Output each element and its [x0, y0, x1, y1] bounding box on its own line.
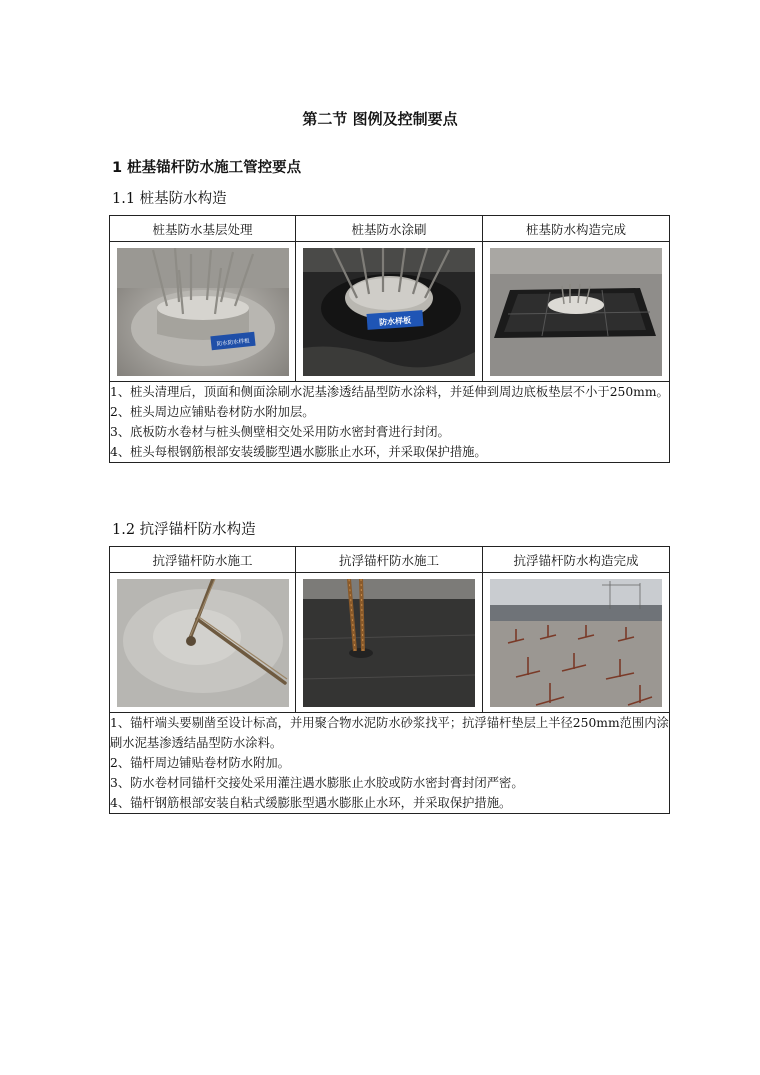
- sign-text: 防水样板: [378, 314, 412, 327]
- notes-cell: [110, 713, 670, 814]
- pile-waterproof-table: [109, 215, 670, 463]
- subsection-heading-1-1: 1.1 桩基防水构造: [112, 191, 227, 207]
- pile-base-treatment-photo: [117, 248, 289, 376]
- caption-cell: 抗浮锚杆防水构造完成: [483, 547, 670, 573]
- anchor-construction-photo-2: [303, 579, 475, 707]
- pile-complete-photo: [490, 248, 662, 376]
- caption-cell: 桩基防水涂刷: [296, 216, 483, 242]
- note-line: 2、桩头周边应铺贴卷材防水附加层。: [110, 405, 315, 419]
- subsection-heading-1-2: 1.2 抗浮锚杆防水构造: [112, 522, 256, 538]
- notes-cell: [110, 382, 670, 463]
- photo-cell: [110, 573, 296, 713]
- anchor-construction-photo-1: [117, 579, 289, 707]
- page-title: 第二节 图例及控制要点: [302, 110, 458, 128]
- sign-text: 防水防水样板: [215, 337, 250, 348]
- note-line: 1、桩头清理后，顶面和侧面涂刷水泥基渗透结晶型防水涂料，并延伸到周边底板垫层不小于250mm。: [110, 385, 669, 399]
- note-line: 3、防水卷材同锚杆交接处采用灌注遇水膨胀止水胶或防水密封膏封闭严密。: [110, 776, 524, 790]
- note-line: 1、锚杆端头要剔凿至设计标高，并用聚合物水泥防水砂浆找平；抗浮锚杆垫层上半径250mm范围内涂刷水泥基渗透结晶型防水涂料。: [110, 716, 669, 750]
- caption-cell: 桩基防水基层处理: [110, 216, 296, 242]
- caption-cell: 抗浮锚杆防水施工: [110, 547, 296, 573]
- photo-cell: [110, 242, 296, 382]
- note-line: 3、底板防水卷材与桩头侧壁相交处采用防水密封膏进行封闭。: [110, 425, 450, 439]
- pile-coating-photo: [303, 248, 475, 376]
- note-line: 2、锚杆周边铺贴卷材防水附加。: [110, 756, 290, 770]
- note-line: 4、桩头每根钢筋根部安装缓膨型遇水膨胀止水环，并采取保护措施。: [110, 445, 487, 459]
- section-heading: 1 桩基锚杆防水施工管控要点: [112, 160, 302, 176]
- anchor-complete-photo: [490, 579, 662, 707]
- caption-cell: 抗浮锚杆防水施工: [296, 547, 483, 573]
- photo-cell: [296, 242, 483, 382]
- photo-cell: [483, 573, 670, 713]
- photo-cell: [483, 242, 670, 382]
- caption-cell: 桩基防水构造完成: [483, 216, 670, 242]
- note-line: 4、锚杆钢筋根部安装自粘式缓膨胀型遇水膨胀止水环，并采取保护措施。: [110, 796, 512, 810]
- photo-cell: [296, 573, 483, 713]
- anchor-waterproof-table: [109, 546, 670, 814]
